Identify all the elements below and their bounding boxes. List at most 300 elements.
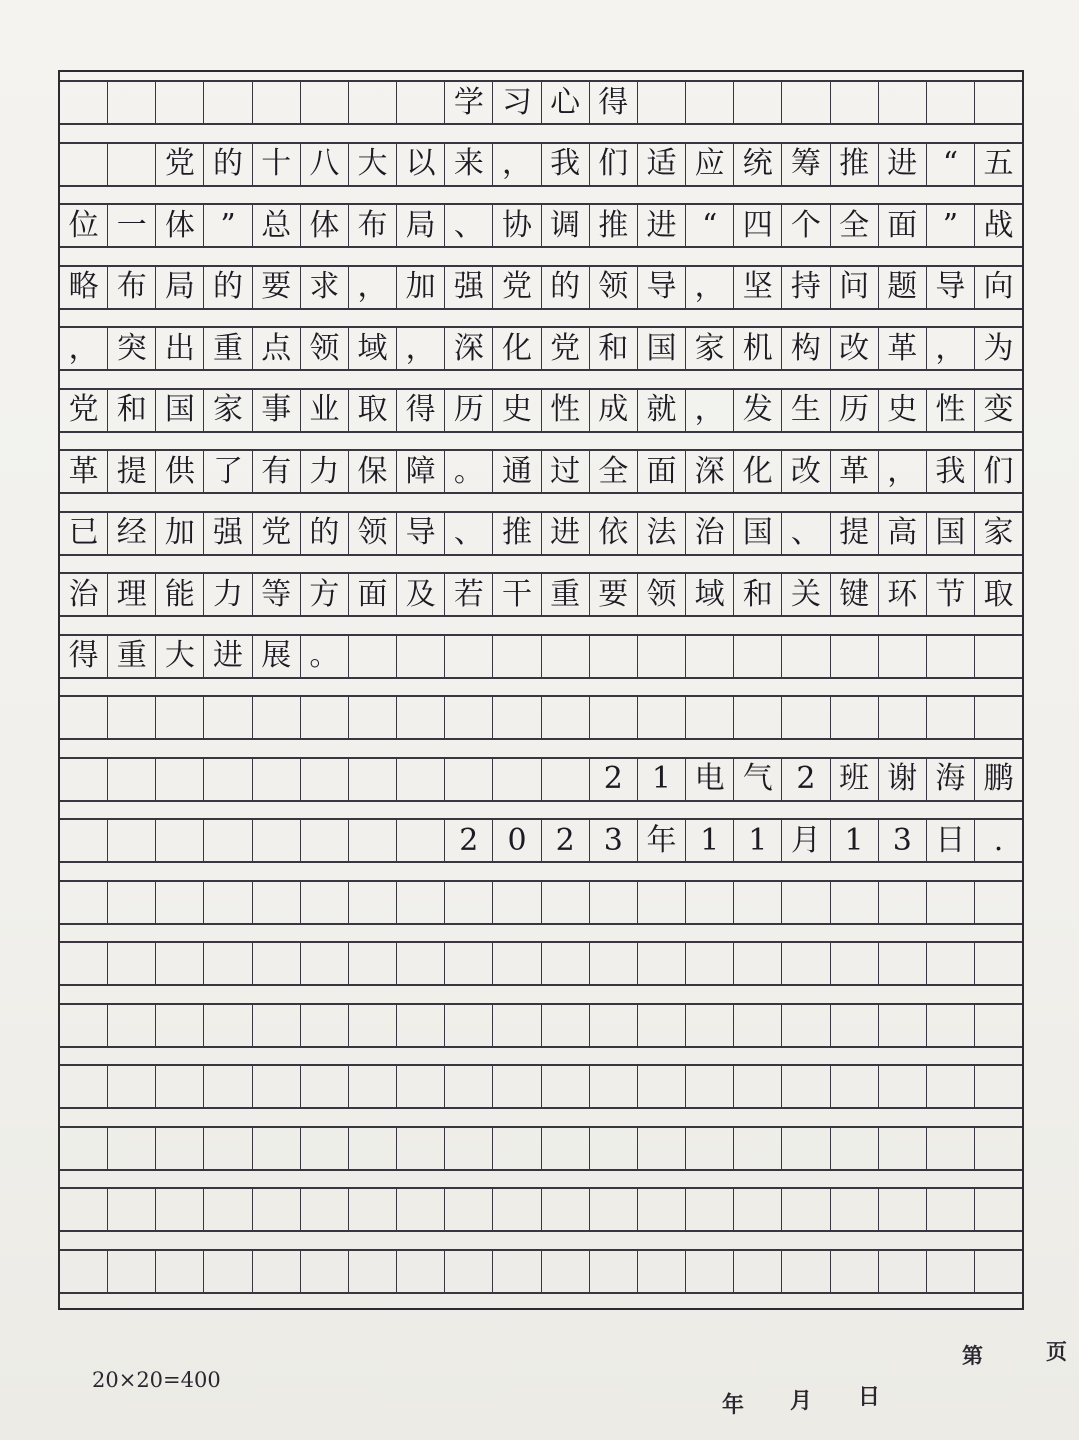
grid-cell bbox=[589, 943, 637, 984]
grid-cell: 领 bbox=[589, 267, 637, 308]
grid-cell: ， bbox=[492, 144, 540, 185]
grid-cell bbox=[926, 82, 974, 123]
grid-cell bbox=[589, 1189, 637, 1230]
grid-cell: ， bbox=[685, 267, 733, 308]
grid-cell bbox=[252, 82, 300, 123]
grid-cell: 史 bbox=[878, 390, 926, 431]
grid-cell: 深 bbox=[685, 451, 733, 492]
grid-cell: ， bbox=[878, 451, 926, 492]
grid-cell: 我 bbox=[926, 451, 974, 492]
grid-cell bbox=[685, 697, 733, 738]
grid-cell: 键 bbox=[830, 574, 878, 615]
grid-cell bbox=[444, 697, 492, 738]
grid-cell bbox=[926, 697, 974, 738]
grid-cell bbox=[830, 697, 878, 738]
grid-cell bbox=[492, 882, 540, 923]
grid-cell: 要 bbox=[252, 267, 300, 308]
grid-cell: 们 bbox=[974, 451, 1022, 492]
grid-cell: 等 bbox=[252, 574, 300, 615]
grid-cell bbox=[541, 943, 589, 984]
grid-cell bbox=[107, 82, 155, 123]
grid-frame bbox=[58, 70, 1024, 1310]
grid-cell bbox=[589, 1251, 637, 1292]
grid-cell bbox=[203, 882, 251, 923]
grid-row bbox=[60, 449, 1022, 494]
grid-cell bbox=[300, 1189, 348, 1230]
grid-cell bbox=[589, 697, 637, 738]
grid-cell bbox=[974, 882, 1022, 923]
grid-cell: 1 bbox=[685, 820, 733, 861]
grid-cell: 重 bbox=[107, 636, 155, 677]
grid-cell bbox=[541, 1066, 589, 1107]
grid-cell bbox=[685, 1251, 733, 1292]
grid-cell: 环 bbox=[878, 574, 926, 615]
grid-cell bbox=[733, 1066, 781, 1107]
grid-cell bbox=[60, 759, 107, 800]
grid-cell bbox=[926, 1066, 974, 1107]
grid-cell: 的 bbox=[203, 144, 251, 185]
grid-cell bbox=[107, 759, 155, 800]
grid-cell: 局 bbox=[155, 267, 203, 308]
grid-cell bbox=[637, 943, 685, 984]
grid-cell bbox=[155, 1128, 203, 1169]
grid-cell: 干 bbox=[492, 574, 540, 615]
grid-cell: 四 bbox=[733, 205, 781, 246]
grid-cell: 取 bbox=[974, 574, 1022, 615]
grid-cell: 机 bbox=[733, 328, 781, 369]
grid-cell: 求 bbox=[300, 267, 348, 308]
grid-cell bbox=[300, 759, 348, 800]
grid-cell bbox=[878, 82, 926, 123]
grid-cell: 个 bbox=[781, 205, 829, 246]
grid-cell: 方 bbox=[300, 574, 348, 615]
grid-cell: 领 bbox=[637, 574, 685, 615]
grid-cell: . bbox=[974, 820, 1022, 861]
grid-cell: 问 bbox=[830, 267, 878, 308]
grid-cell bbox=[300, 820, 348, 861]
grid-cell: 2 bbox=[444, 820, 492, 861]
grid-cell bbox=[60, 1189, 107, 1230]
grid-cell: 化 bbox=[733, 451, 781, 492]
grid-cell bbox=[926, 1189, 974, 1230]
grid-cell bbox=[396, 882, 444, 923]
grid-cell bbox=[203, 820, 251, 861]
grid-cell bbox=[926, 943, 974, 984]
grid-cell bbox=[300, 697, 348, 738]
grid-cell: 坚 bbox=[733, 267, 781, 308]
grid-cell: 供 bbox=[155, 451, 203, 492]
grid-cell bbox=[492, 943, 540, 984]
grid-cell bbox=[878, 882, 926, 923]
grid-cell bbox=[300, 1066, 348, 1107]
grid-cell: 提 bbox=[107, 451, 155, 492]
grid-cell: 党 bbox=[155, 144, 203, 185]
grid-cell: 推 bbox=[492, 513, 540, 554]
grid-cell bbox=[396, 636, 444, 677]
grid-cell bbox=[155, 759, 203, 800]
grid-cell: 推 bbox=[830, 144, 878, 185]
grid-cell: 深 bbox=[444, 328, 492, 369]
grid-cell: 题 bbox=[878, 267, 926, 308]
grid-cell: 理 bbox=[107, 574, 155, 615]
grid-cell: 们 bbox=[589, 144, 637, 185]
grid-cell: 的 bbox=[541, 267, 589, 308]
grid-cell bbox=[396, 1066, 444, 1107]
grid-cell: 有 bbox=[252, 451, 300, 492]
grid-cell: 治 bbox=[68, 576, 99, 612]
grid-cell: 学 bbox=[444, 82, 492, 123]
grid-cell: “ bbox=[926, 144, 974, 185]
grid-cell: 大 bbox=[155, 636, 203, 677]
grid-cell: 1 bbox=[733, 820, 781, 861]
grid-cell bbox=[155, 1066, 203, 1107]
grid-cell: ， bbox=[68, 330, 99, 366]
grid-cell bbox=[541, 1189, 589, 1230]
grid-cell: 推 bbox=[589, 205, 637, 246]
grid-cell bbox=[541, 759, 589, 800]
grid-cell: 事 bbox=[252, 390, 300, 431]
grid-cell bbox=[348, 82, 396, 123]
grid-cell bbox=[781, 943, 829, 984]
grid-cell bbox=[444, 1251, 492, 1292]
grid-cell: 布 bbox=[107, 267, 155, 308]
grid-cell bbox=[444, 1005, 492, 1046]
grid-cell: 通 bbox=[492, 451, 540, 492]
grid-cell bbox=[155, 882, 203, 923]
grid-cell bbox=[252, 943, 300, 984]
grid-cell: 领 bbox=[348, 513, 396, 554]
grid-cell bbox=[830, 1128, 878, 1169]
grid-cell: 法 bbox=[637, 513, 685, 554]
grid-cell bbox=[107, 1251, 155, 1292]
grid-cell bbox=[781, 1251, 829, 1292]
grid-cell: 国 bbox=[637, 328, 685, 369]
grid-cell bbox=[60, 820, 107, 861]
grid-cell: 。 bbox=[444, 451, 492, 492]
grid-cell bbox=[203, 1128, 251, 1169]
grid-cell bbox=[348, 1189, 396, 1230]
grid-cell: 大 bbox=[348, 144, 396, 185]
grid-cell: 强 bbox=[203, 513, 251, 554]
grid-cell: 发 bbox=[733, 390, 781, 431]
grid-cell bbox=[637, 1066, 685, 1107]
footer-year-label: 年 bbox=[722, 1392, 745, 1418]
grid-row bbox=[60, 511, 1022, 556]
grid-cell: 改 bbox=[781, 451, 829, 492]
grid-cell bbox=[926, 636, 974, 677]
grid-cell: 心 bbox=[541, 82, 589, 123]
grid-cell: 治 bbox=[685, 513, 733, 554]
grid-cell bbox=[637, 882, 685, 923]
grid-cell bbox=[492, 1128, 540, 1169]
grid-cell: 习 bbox=[492, 82, 540, 123]
grid-cell bbox=[444, 1128, 492, 1169]
grid-cell: 、 bbox=[444, 205, 492, 246]
grid-cell: ， bbox=[926, 328, 974, 369]
grid-cell: 2 bbox=[541, 820, 589, 861]
grid-cell bbox=[155, 1189, 203, 1230]
grid-cell: 谢 bbox=[878, 759, 926, 800]
grid-cell: 变 bbox=[974, 390, 1022, 431]
grid-cell bbox=[203, 1251, 251, 1292]
grid-cell bbox=[203, 1005, 251, 1046]
grid-cell: 战 bbox=[974, 205, 1022, 246]
grid-cell bbox=[444, 882, 492, 923]
grid-row bbox=[60, 1126, 1022, 1171]
grid-cell bbox=[444, 1189, 492, 1230]
grid-cell: 障 bbox=[396, 451, 444, 492]
grid-cell bbox=[203, 1066, 251, 1107]
grid-cell: 月 bbox=[781, 820, 829, 861]
grid-cell bbox=[107, 882, 155, 923]
grid-cell bbox=[878, 943, 926, 984]
grid-cell bbox=[637, 82, 685, 123]
grid-cell bbox=[348, 1005, 396, 1046]
grid-cell: 了 bbox=[203, 451, 251, 492]
grid-cell: 出 bbox=[155, 328, 203, 369]
grid-cell bbox=[203, 1189, 251, 1230]
grid-cell bbox=[60, 1128, 107, 1169]
grid-cell bbox=[300, 882, 348, 923]
grid-cell: 导 bbox=[396, 513, 444, 554]
grid-cell bbox=[203, 759, 251, 800]
grid-cell: 全 bbox=[830, 205, 878, 246]
grid-cell: 史 bbox=[492, 390, 540, 431]
grid-cell: 党 bbox=[68, 392, 99, 427]
grid-cell bbox=[252, 1251, 300, 1292]
grid-cell bbox=[348, 1251, 396, 1292]
grid-cell: 性 bbox=[926, 390, 974, 431]
grid-cell: 筹 bbox=[781, 144, 829, 185]
grid-cell: 、 bbox=[781, 513, 829, 554]
grid-cell bbox=[637, 1005, 685, 1046]
grid-cell bbox=[781, 697, 829, 738]
grid-cell: ， bbox=[348, 267, 396, 308]
grid-cell: 高 bbox=[878, 513, 926, 554]
grid-cell bbox=[60, 1251, 107, 1292]
grid-cell: 生 bbox=[781, 390, 829, 431]
grid-cell bbox=[685, 636, 733, 677]
grid-cell: 海 bbox=[926, 759, 974, 800]
grid-cell: 党 bbox=[252, 513, 300, 554]
grid-cell bbox=[348, 943, 396, 984]
grid-cell: 气 bbox=[733, 759, 781, 800]
grid-cell: 体 bbox=[155, 205, 203, 246]
grid-cell bbox=[444, 1066, 492, 1107]
grid-cell bbox=[348, 697, 396, 738]
grid-cell bbox=[348, 1128, 396, 1169]
grid-cell: 保 bbox=[348, 451, 396, 492]
grid-cell: 导 bbox=[637, 267, 685, 308]
grid-row bbox=[60, 142, 1022, 187]
grid-cell bbox=[637, 1128, 685, 1169]
grid-cell: 面 bbox=[878, 205, 926, 246]
grid-cell bbox=[830, 1066, 878, 1107]
grid-cell: 国 bbox=[733, 513, 781, 554]
grid-cell bbox=[396, 1251, 444, 1292]
grid-cell: 构 bbox=[781, 328, 829, 369]
grid-cell: 若 bbox=[444, 574, 492, 615]
grid-cell bbox=[926, 1251, 974, 1292]
grid-cell: 协 bbox=[492, 205, 540, 246]
grid-cell bbox=[492, 1005, 540, 1046]
grid-cell bbox=[203, 697, 251, 738]
grid-cell bbox=[781, 1128, 829, 1169]
grid-cell bbox=[685, 882, 733, 923]
grid-cell: 和 bbox=[589, 328, 637, 369]
grid-cell: 要 bbox=[589, 574, 637, 615]
grid-cell: 重 bbox=[541, 574, 589, 615]
grid-cell bbox=[252, 1005, 300, 1046]
grid-cell: 提 bbox=[830, 513, 878, 554]
grid-cell bbox=[589, 636, 637, 677]
grid-cell bbox=[733, 1128, 781, 1169]
grid-cell bbox=[492, 1189, 540, 1230]
grid-cell: “ bbox=[685, 205, 733, 246]
grid-cell: 家 bbox=[685, 328, 733, 369]
grid-cell: 进 bbox=[637, 205, 685, 246]
grid-cell bbox=[685, 1128, 733, 1169]
grid-cell bbox=[830, 943, 878, 984]
grid-cell bbox=[974, 697, 1022, 738]
grid-cell: 适 bbox=[637, 144, 685, 185]
grid-cell bbox=[878, 1066, 926, 1107]
grid-cell bbox=[155, 1251, 203, 1292]
grid-cell bbox=[541, 636, 589, 677]
grid-row bbox=[60, 326, 1022, 371]
grid-cell bbox=[444, 636, 492, 677]
grid-cell bbox=[492, 697, 540, 738]
grid-cell bbox=[396, 943, 444, 984]
grid-cell: 突 bbox=[107, 328, 155, 369]
grid-cell bbox=[926, 882, 974, 923]
grid-cell bbox=[107, 1189, 155, 1230]
grid-cell: 进 bbox=[878, 144, 926, 185]
grid-cell bbox=[348, 882, 396, 923]
grid-cell bbox=[589, 882, 637, 923]
grid-cell bbox=[252, 759, 300, 800]
grid-cell bbox=[878, 1128, 926, 1169]
grid-cell bbox=[541, 1128, 589, 1169]
grid-cell: 家 bbox=[203, 390, 251, 431]
grid-cell bbox=[974, 1189, 1022, 1230]
grid-cell bbox=[492, 759, 540, 800]
grid-cell bbox=[926, 1005, 974, 1046]
grid-cell bbox=[60, 943, 107, 984]
grid-cell bbox=[830, 1189, 878, 1230]
grid-cell bbox=[830, 1251, 878, 1292]
grid-cell: 持 bbox=[781, 267, 829, 308]
grid-cell: 领 bbox=[300, 328, 348, 369]
grid-row bbox=[60, 757, 1022, 802]
grid-cell bbox=[974, 1066, 1022, 1107]
footer-page-suffix: 页 bbox=[1046, 1339, 1067, 1364]
grid-cell bbox=[541, 1005, 589, 1046]
grid-cell: 依 bbox=[589, 513, 637, 554]
grid-cell bbox=[396, 1128, 444, 1169]
grid-cell bbox=[974, 1128, 1022, 1169]
grid-cell bbox=[444, 759, 492, 800]
grid-cell: 电 bbox=[685, 759, 733, 800]
grid-cell bbox=[155, 697, 203, 738]
grid-cell bbox=[781, 1005, 829, 1046]
grid-cell: 0 bbox=[492, 820, 540, 861]
grid-cell: 成 bbox=[589, 390, 637, 431]
grid-cell: 加 bbox=[155, 513, 203, 554]
grid-cell: 十 bbox=[252, 144, 300, 185]
grid-cell bbox=[155, 1005, 203, 1046]
footer-month-label: 月 bbox=[790, 1388, 813, 1414]
grid-cell bbox=[830, 1005, 878, 1046]
grid-cell bbox=[60, 1005, 107, 1046]
grid-cell: 班 bbox=[830, 759, 878, 800]
grid-cell bbox=[637, 697, 685, 738]
grid-cell bbox=[685, 82, 733, 123]
grid-cell bbox=[637, 636, 685, 677]
grid-cell bbox=[107, 820, 155, 861]
grid-cell: 位 bbox=[68, 207, 99, 243]
grid-cell: 强 bbox=[444, 267, 492, 308]
grid-cell: 加 bbox=[396, 267, 444, 308]
grid-cell bbox=[974, 1251, 1022, 1292]
grid-cell bbox=[685, 1066, 733, 1107]
grid-cell: 局 bbox=[396, 205, 444, 246]
grid-cell: ” bbox=[203, 205, 251, 246]
grid-cell bbox=[733, 1005, 781, 1046]
grid-cell bbox=[155, 820, 203, 861]
grid-cell bbox=[300, 943, 348, 984]
grid-cell: 略 bbox=[68, 269, 99, 304]
grid-cell bbox=[830, 636, 878, 677]
grid-cell: ” bbox=[926, 205, 974, 246]
grid-row bbox=[60, 80, 1022, 125]
grid-cell: 能 bbox=[155, 574, 203, 615]
grid-cell bbox=[733, 882, 781, 923]
grid-cell bbox=[252, 1066, 300, 1107]
grid-cell bbox=[396, 1189, 444, 1230]
grid-cell bbox=[492, 1251, 540, 1292]
grid-cell bbox=[300, 82, 348, 123]
grid-cell bbox=[733, 82, 781, 123]
grid-cell bbox=[541, 882, 589, 923]
grid-cell bbox=[974, 82, 1022, 123]
grid-cell bbox=[685, 943, 733, 984]
grid-cell: 2 bbox=[589, 759, 637, 800]
grid-capacity-label: 20×20=400 bbox=[92, 1368, 221, 1392]
grid-cell bbox=[107, 1128, 155, 1169]
grid-cell bbox=[974, 943, 1022, 984]
grid-row bbox=[60, 695, 1022, 740]
grid-cell bbox=[830, 82, 878, 123]
grid-cell: 2 bbox=[781, 759, 829, 800]
grid-cell: 1 bbox=[830, 820, 878, 861]
grid-cell bbox=[348, 820, 396, 861]
grid-cell: 及 bbox=[396, 574, 444, 615]
grid-cell: 和 bbox=[107, 390, 155, 431]
grid-cell: 就 bbox=[637, 390, 685, 431]
grid-cell: 全 bbox=[589, 451, 637, 492]
grid-cell: 3 bbox=[589, 820, 637, 861]
grid-cell bbox=[252, 882, 300, 923]
grid-cell: 党 bbox=[541, 328, 589, 369]
grid-cell: 化 bbox=[492, 328, 540, 369]
grid-row bbox=[60, 818, 1022, 863]
grid-cell: ， bbox=[396, 328, 444, 369]
grid-cell bbox=[396, 82, 444, 123]
grid-cell bbox=[300, 1005, 348, 1046]
grid-cell: 年 bbox=[637, 820, 685, 861]
grid-cell bbox=[589, 1005, 637, 1046]
